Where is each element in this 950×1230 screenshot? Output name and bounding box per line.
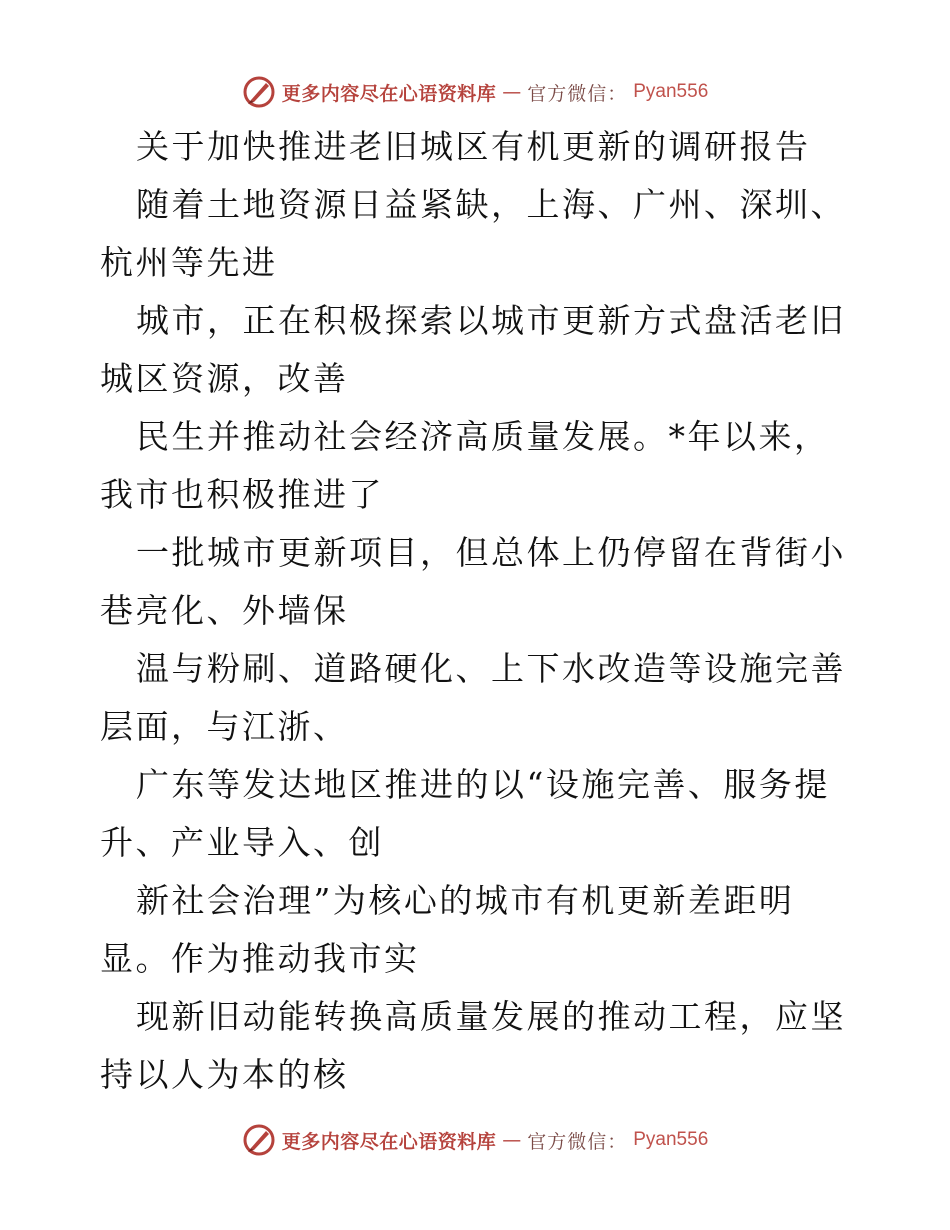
quill-seal-icon — [242, 1123, 276, 1157]
watermark-wechat-label: 官方微信： — [527, 82, 628, 105]
paragraph-7: 新社会治理”为核心的城市有机更新差距明显。作为推动我市实 — [100, 881, 795, 978]
paragraph-8: 现新旧动能转换高质量发展的推动工程，应坚持以人为本的核 — [100, 997, 846, 1094]
paragraph-1: 随着土地资源日益紧缺，上海、广州、深圳、杭州等先进 — [100, 185, 846, 282]
watermark-dash: — — [502, 1129, 522, 1151]
document-body — [100, 118, 860, 1104]
document-title: 关于加快推进老旧城区有机更新的调研报告 — [136, 127, 811, 166]
watermark-dash: — — [502, 81, 522, 103]
paragraph-3: 民生并推动社会经济高质量发展。*年以来，我市也积极推进了 — [100, 417, 830, 514]
paragraph-2: 城市，正在积极探索以城市更新方式盘活老旧城区资源，改善 — [100, 301, 846, 398]
header-watermark — [0, 70, 950, 114]
footer-watermark — [0, 1118, 950, 1162]
watermark-wechat-id: Pyan556 — [633, 81, 709, 102]
watermark-site-text: 更多内容尽在心语资料库 — [281, 1130, 497, 1153]
quill-seal-icon — [242, 75, 276, 109]
watermark-wechat-id: Pyan556 — [633, 1129, 709, 1150]
watermark-wechat-label: 官方微信： — [527, 1130, 628, 1153]
paragraph-4: 一批城市更新项目，但总体上仍停留在背街小巷亮化、外墙保 — [100, 533, 846, 630]
paragraph-6: 广东等发达地区推进的以“设施完善、服务提升、产业导入、创 — [100, 765, 830, 862]
paragraph-5: 温与粉刷、道路硬化、上下水改造等设施完善层面，与江浙、 — [100, 649, 846, 746]
watermark-site-text: 更多内容尽在心语资料库 — [281, 82, 497, 105]
